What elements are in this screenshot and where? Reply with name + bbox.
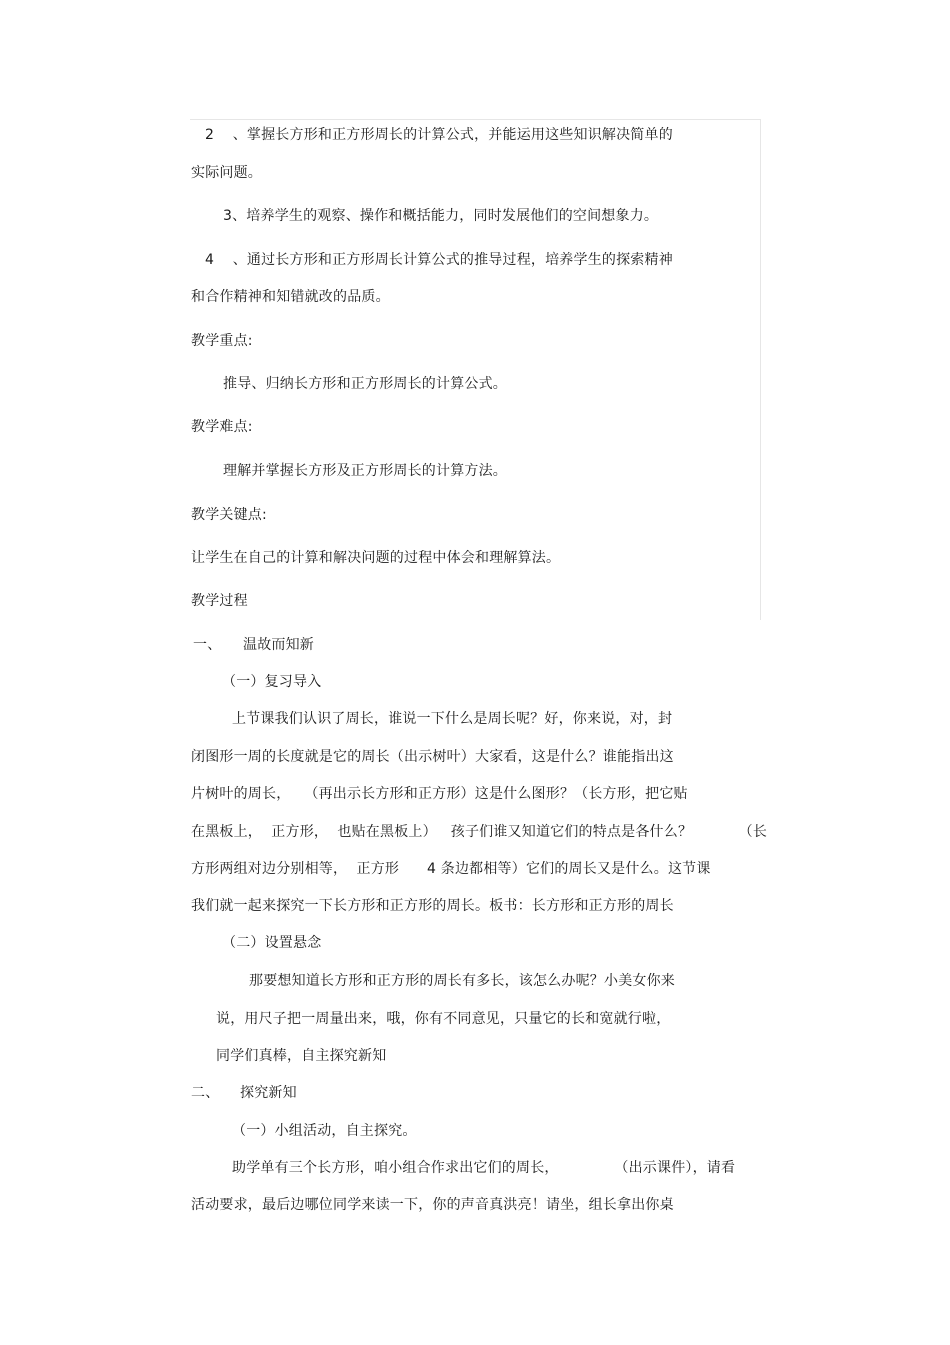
difficult-points-heading: 教学难点:	[191, 419, 253, 435]
key-points-heading: 教学重点:	[191, 333, 253, 349]
bordered-text-frame	[190, 119, 761, 620]
section-1-subheading-1: （一）复习导入	[222, 674, 322, 690]
section-2-number: 二、	[191, 1085, 220, 1101]
section-1-paragraph-2-line-2: 说，用尺子把一周量出来，哦，你有不同意见，只量它的长和宽就行啦，	[216, 1011, 671, 1027]
difficult-points-content: 理解并掌握长方形及正方形周长的计算方法。	[223, 463, 507, 479]
section-1-number: 一、	[193, 637, 222, 653]
objective-4-line-1: 4 、通过长方形和正方形周长计算公式的推导过程，培养学生的探索精神	[205, 252, 673, 268]
section-2-subheading-1: （一）小组活动，自主探究。	[232, 1123, 417, 1139]
section-1-paragraph-1-line-5: 方形两组对边分别相等， 正方形 4 条边都相等）它们的周长又是什么。这节课	[191, 861, 711, 877]
section-2-title: 探究新知	[240, 1085, 297, 1101]
section-2-paragraph-1-line-2: 活动要求，最后边哪位同学来读一下，你的声音真洪亮！请坐，组长拿出你桌	[191, 1197, 674, 1213]
critical-points-heading: 教学关键点:	[191, 507, 267, 523]
section-1-paragraph-2-line-3: 同学们真棒，自主探究新知	[216, 1048, 387, 1064]
process-heading: 教学过程	[191, 593, 248, 609]
section-1-paragraph-1-line-2: 闭图形一周的长度就是它的周长（出示树叶）大家看，这是什么？谁能指出这	[191, 749, 674, 765]
key-points-content: 推导、归纳长方形和正方形周长的计算公式。	[223, 376, 507, 392]
section-1-subheading-2: （二）设置悬念	[222, 935, 322, 951]
objective-3: 3、培养学生的观察、操作和概括能力，同时发展他们的空间想象力。	[223, 208, 659, 224]
objective-2-line-2: 实际问题。	[191, 165, 262, 181]
objective-2-line-1: 2 、掌握长方形和正方形周长的计算公式，并能运用这些知识解决简单的	[205, 127, 673, 143]
objective-4-line-2: 和合作精神和知错就改的品质。	[191, 289, 390, 305]
critical-points-content: 让学生在自己的计算和解决问题的过程中体会和理解算法。	[191, 550, 561, 566]
section-1-title: 温故而知新	[243, 637, 314, 653]
section-1-paragraph-1-line-6: 我们就一起来探究一下长方形和正方形的周长。板书：长方形和正方形的周长	[191, 898, 674, 914]
section-1-paragraph-2-line-1: 那要想知道长方形和正方形的周长有多长，该怎么办呢？小美女你来	[249, 973, 675, 989]
section-1-paragraph-1-line-4: 在黑板上， 正方形， 也贴在黑板上） 孩子们谁又知道它们的特点是各什么？ （长	[191, 824, 768, 840]
section-1-paragraph-1-line-3: 片树叶的周长， （再出示长方形和正方形）这是什么图形？（长方形，把它贴	[191, 786, 688, 802]
section-2-paragraph-1-line-1: 助学单有三个长方形，咱小组合作求出它们的周长， （出示课件），请看	[232, 1160, 736, 1176]
section-1-paragraph-1-line-1: 上节课我们认识了周长，谁说一下什么是周长呢？好，你来说，对，封	[232, 711, 673, 727]
